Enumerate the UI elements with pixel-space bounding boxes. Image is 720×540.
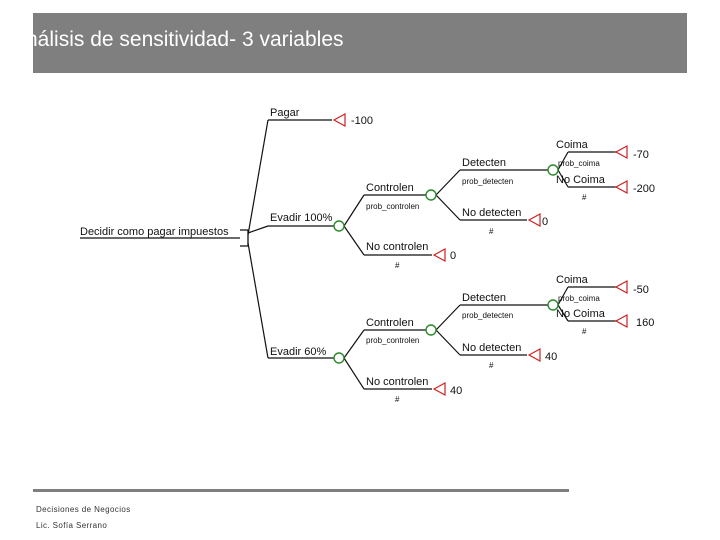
branch-line-detecten-100 [436,170,460,195]
branch-line-evadir60 [248,243,268,358]
no-coima-label: No Coima [556,308,605,320]
no-detecten-label: No detecten [462,207,522,219]
coima-label: Coima [556,274,588,286]
branch-line-nocontrolen-100 [344,226,364,255]
terminal-node-icon [334,114,345,126]
terminal-node-icon [529,214,540,226]
decision-node-icon [240,230,248,246]
no-detecten-value: 0 [542,216,549,228]
evadir60-label: Evadir 60% [270,346,327,358]
detecten-label: Detecten [462,292,507,304]
controlen-label: Controlen [366,317,414,329]
chance-node-icon [426,190,436,200]
prob-detecten-label: prob_detecten [462,311,514,320]
no-coima-prob: # [582,327,587,336]
pagar-label: Pagar [270,107,300,119]
branch-line-controlen-100 [344,195,364,226]
no-detecten-label: No detecten [462,342,522,354]
branch-line-nodetecten-60 [436,330,460,355]
evadir100-label: Evadir 100% [270,212,333,224]
prob-controlen-label: prob_controlen [366,202,420,211]
branch-line-pagar [248,120,268,235]
root-decision-label: Decidir como pagar impuestos [80,226,229,238]
coima-value: -50 [633,284,649,296]
prob-detecten-label: prob_detecten [462,177,514,186]
chance-node-icon [426,325,436,335]
chance-node-icon [334,353,344,363]
terminal-node-icon [616,281,627,293]
terminal-node-icon [434,249,445,261]
no-coima-value: 160 [636,317,655,329]
coima-label: Coima [556,139,588,151]
footer-course: Decisiones de Negocios [36,505,131,514]
controlen-label: Controlen [366,182,414,194]
branch-line-detecten-60 [436,305,460,330]
footer-divider [33,489,569,492]
terminal-node-icon [529,349,540,361]
no-controlen-value: 40 [450,385,463,397]
terminal-node-icon [616,315,627,327]
prob-coima-label: prob_coima [558,294,600,303]
chance-node-icon [334,221,344,231]
footer-author: Lic. Sofía Serrano [36,521,108,530]
branch-line-evadir100 [248,226,268,233]
prob-coima-label: prob_coima [558,159,600,168]
no-coima-label: No Coima [556,174,605,186]
no-coima-value: -200 [633,183,656,195]
branch-line-nocontrolen-60 [344,358,364,389]
no-detecten-prob: # [489,227,494,236]
no-controlen-value: 0 [450,250,457,262]
pagar-value: -100 [351,115,374,127]
no-controlen-prob: # [395,395,400,404]
terminal-node-icon [434,383,445,395]
detecten-label: Detecten [462,157,507,169]
coima-value: -70 [633,149,649,161]
no-controlen-label: No controlen [366,376,429,388]
prob-controlen-label: prob_controlen [366,336,420,345]
no-detecten-value: 40 [545,351,558,363]
branch-line-nodetecten-100 [436,195,460,220]
terminal-node-icon [616,146,627,158]
slide-title: Análisis de sensitividad- 3 variables [12,28,344,51]
no-controlen-prob: # [395,261,400,270]
no-controlen-label: No controlen [366,241,429,253]
no-coima-prob: # [582,193,587,202]
no-detecten-prob: # [489,361,494,370]
terminal-node-icon [616,181,627,193]
branch-line-controlen-60 [344,330,364,358]
